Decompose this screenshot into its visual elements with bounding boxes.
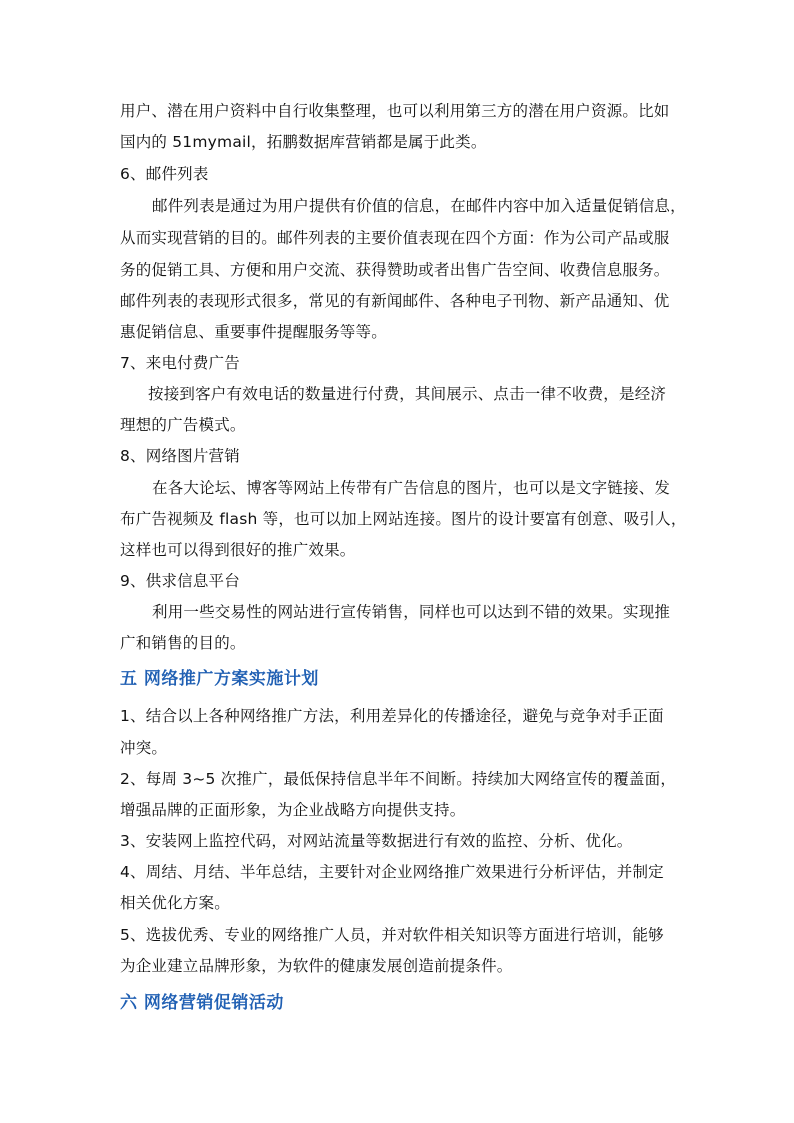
paragraph-line: 广和销售的目的。	[120, 634, 246, 652]
paragraph-line: 2、每周 3~5 次推广，最低保持信息半年不间断。持续加大网络宣传的覆盖面，	[120, 770, 677, 788]
paragraph-line: 为企业建立品牌形象，为软件的健康发展创造前提条件。	[120, 957, 513, 975]
paragraph-line: 从而实现营销的目的。邮件列表的主要价值表现在四个方面：作为公司产品或服	[120, 229, 670, 247]
paragraph-line: 邮件列表的表现形式很多，常见的有新闻邮件、各种电子刊物、新产品通知、优	[120, 292, 670, 310]
paragraph-line: 在各大论坛、博客等网站上传带有广告信息的图片，也可以是文字链接、发	[152, 479, 671, 497]
paragraph-line: 惠促销信息、重要事件提醒服务等等。	[120, 323, 387, 341]
paragraph-line: 3、安装网上监控代码，对网站流量等数据进行有效的监控、分析、优化。	[120, 832, 633, 850]
paragraph-line: 这样也可以得到很好的推广效果。	[120, 541, 356, 559]
paragraph-line: 相关优化方案。	[120, 894, 230, 912]
paragraph-line: 布广告视频及 flash 等，也可以加上网站连接。图片的设计要富有创意、吸引人，	[120, 510, 687, 528]
paragraph-line: 按接到客户有效电话的数量进行付费，其间展示、点击一律不收费，是经济	[148, 385, 667, 403]
paragraph-line: 国内的 51mymail，拓鹏数据库营销都是属于此类。	[120, 133, 487, 151]
section-heading: 五 网络推广方案实施计划	[120, 669, 319, 689]
paragraph-line: 理想的广告模式。	[120, 416, 246, 434]
paragraph-line: 邮件列表是通过为用户提供有价值的信息，在邮件内容中加入适量促销信息，	[152, 197, 686, 215]
paragraph-line: 冲突。	[120, 739, 168, 757]
paragraph-line: 利用一些交易性的网站进行宣传销售，同样也可以达到不错的效果。实现推	[152, 603, 671, 621]
paragraph-line: 4、周结、月结、半年总结，主要针对企业网络推广效果进行分析评估，并制定	[120, 863, 664, 881]
list-item-heading: 8、网络图片营销	[120, 447, 240, 465]
paragraph-line: 增强品牌的正面形象，为企业战略方向提供支持。	[120, 801, 466, 819]
list-item-heading: 9、供求信息平台	[120, 572, 240, 590]
paragraph-line: 务的促销工具、方便和用户交流、获得赞助或者出售广告空间、收费信息服务。	[120, 261, 670, 279]
paragraph-line: 1、结合以上各种网络推广方法，利用差异化的传播途径，避免与竞争对手正面	[120, 707, 664, 725]
list-item-heading: 6、邮件列表	[120, 165, 209, 183]
section-heading: 六 网络营销促销活动	[120, 993, 284, 1013]
paragraph-line: 用户、潜在用户资料中自行收集整理，也可以利用第三方的潜在用户资源。比如	[120, 102, 670, 120]
paragraph-line: 5、选拔优秀、专业的网络推广人员，并对软件相关知识等方面进行培训，能够	[120, 926, 664, 944]
list-item-heading: 7、来电付费广告	[120, 354, 240, 372]
